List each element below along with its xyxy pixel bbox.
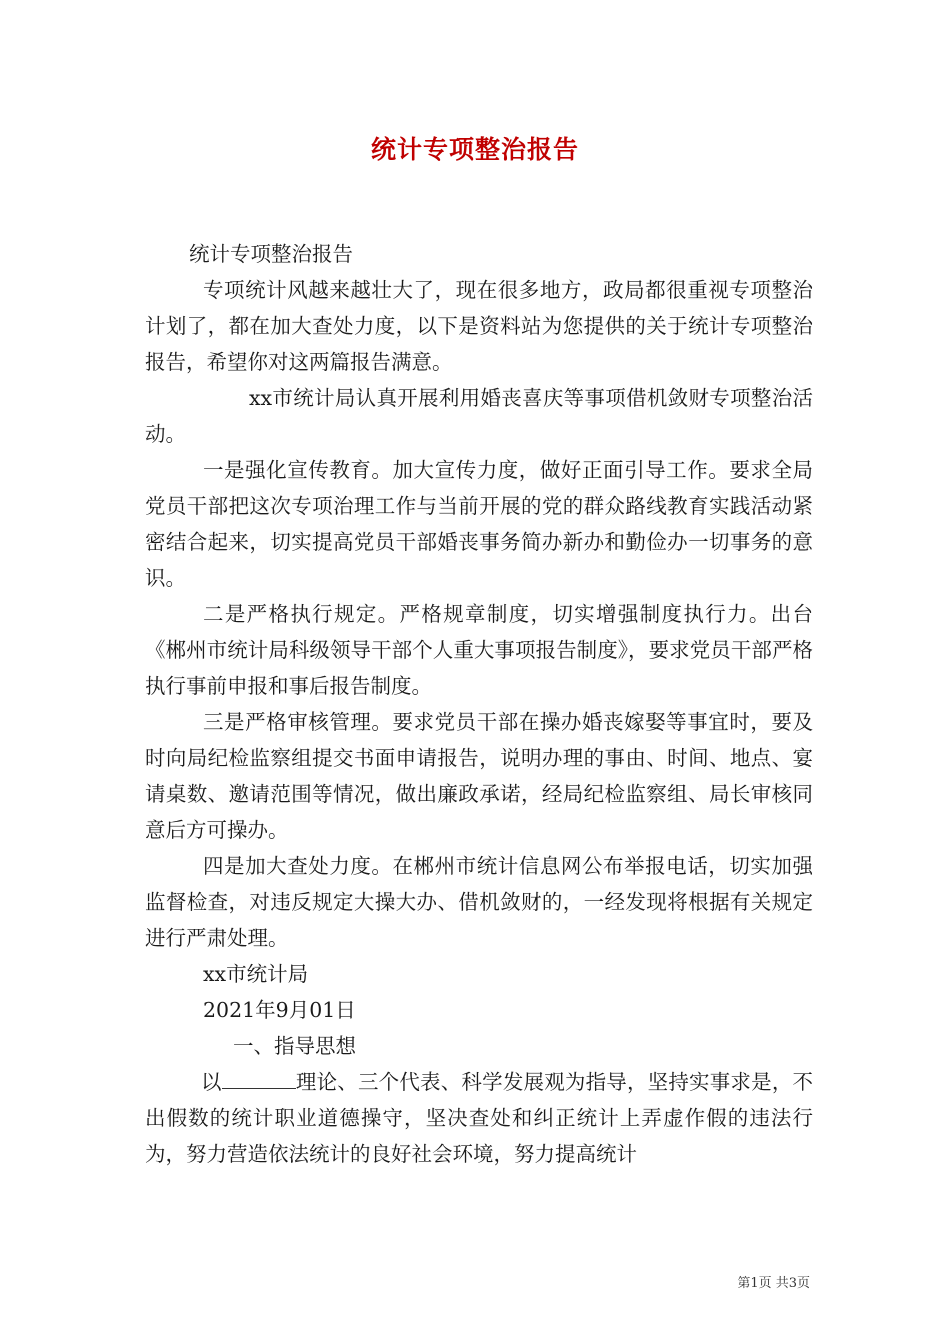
paragraph-intro: 专项统计风越来越壮大了，现在很多地方，政局都很重视专项整治计划了，都在加大查处力度，以下是资料站为您提供的关于统计专项整治报告，希望你对这两篇报告满意。: [145, 278, 813, 374]
section-heading: 一、指导思想: [233, 1034, 356, 1058]
paragraph-point-1: 一是强化宣传教育。加大宣传力度，做好正面引导工作。要求全局党员干部把这次专项治理工作与当前开展的党的群众路线教育实践活动紧密结合起来，切实提高党员干部婚丧事务简办新办和勤俭办一切事务的意识。: [145, 458, 813, 590]
paragraph-point-4: 四是加大查处力度。在郴州市统计信息网公布举报电话，切实加强监督检查，对违反规定大操大办、借机敛财的，一经发现将根据有关规定进行严肃处理。: [145, 854, 813, 950]
paragraph-date: 2021年9月01日: [203, 998, 356, 1022]
paragraph-subtitle: 统计专项整治报告: [189, 242, 353, 266]
paragraph-point-3: 三是严格审核管理。要求党员干部在操办婚丧嫁娶等事宜时，要及时向局纪检监察组提交书面申请报告，说明办理的事由、时间、地点、宴请桌数、邀请范围等情况，做出廉政承诺，经局纪检监察组、局长审核同意后方可操办。: [145, 710, 813, 842]
fill-in-blank: [222, 1068, 296, 1089]
paragraph-point-2: 二是严格执行规定。严格规章制度，切实增强制度执行力。出台《郴州市统计局科级领导干部个人重大事项报告制度》，要求党员干部严格执行事前申报和事后报告制度。: [145, 602, 813, 698]
paragraph-signature: xx市统计局: [203, 962, 309, 986]
paragraph-guiding-thought: [145, 1064, 813, 1172]
document-title: 统计专项整治报告: [370, 135, 579, 164]
document-body: [145, 236, 813, 1172]
paragraph-prefix: 以: [201, 1070, 222, 1094]
paragraph-activity: xx市统计局认真开展利用婚丧喜庆等事项借机敛财专项整治活动。: [145, 386, 813, 446]
paragraph-rest: 理论、三个代表、科学发展观为指导，坚持实事求是，不出假数的统计职业道德操守，坚决查处和纠正统计上弄虚作假的违法行为，努力营造依法统计的良好社会环境，努力提高统计: [145, 1070, 814, 1166]
page-number: 第1页 共3页: [737, 1276, 810, 1291]
